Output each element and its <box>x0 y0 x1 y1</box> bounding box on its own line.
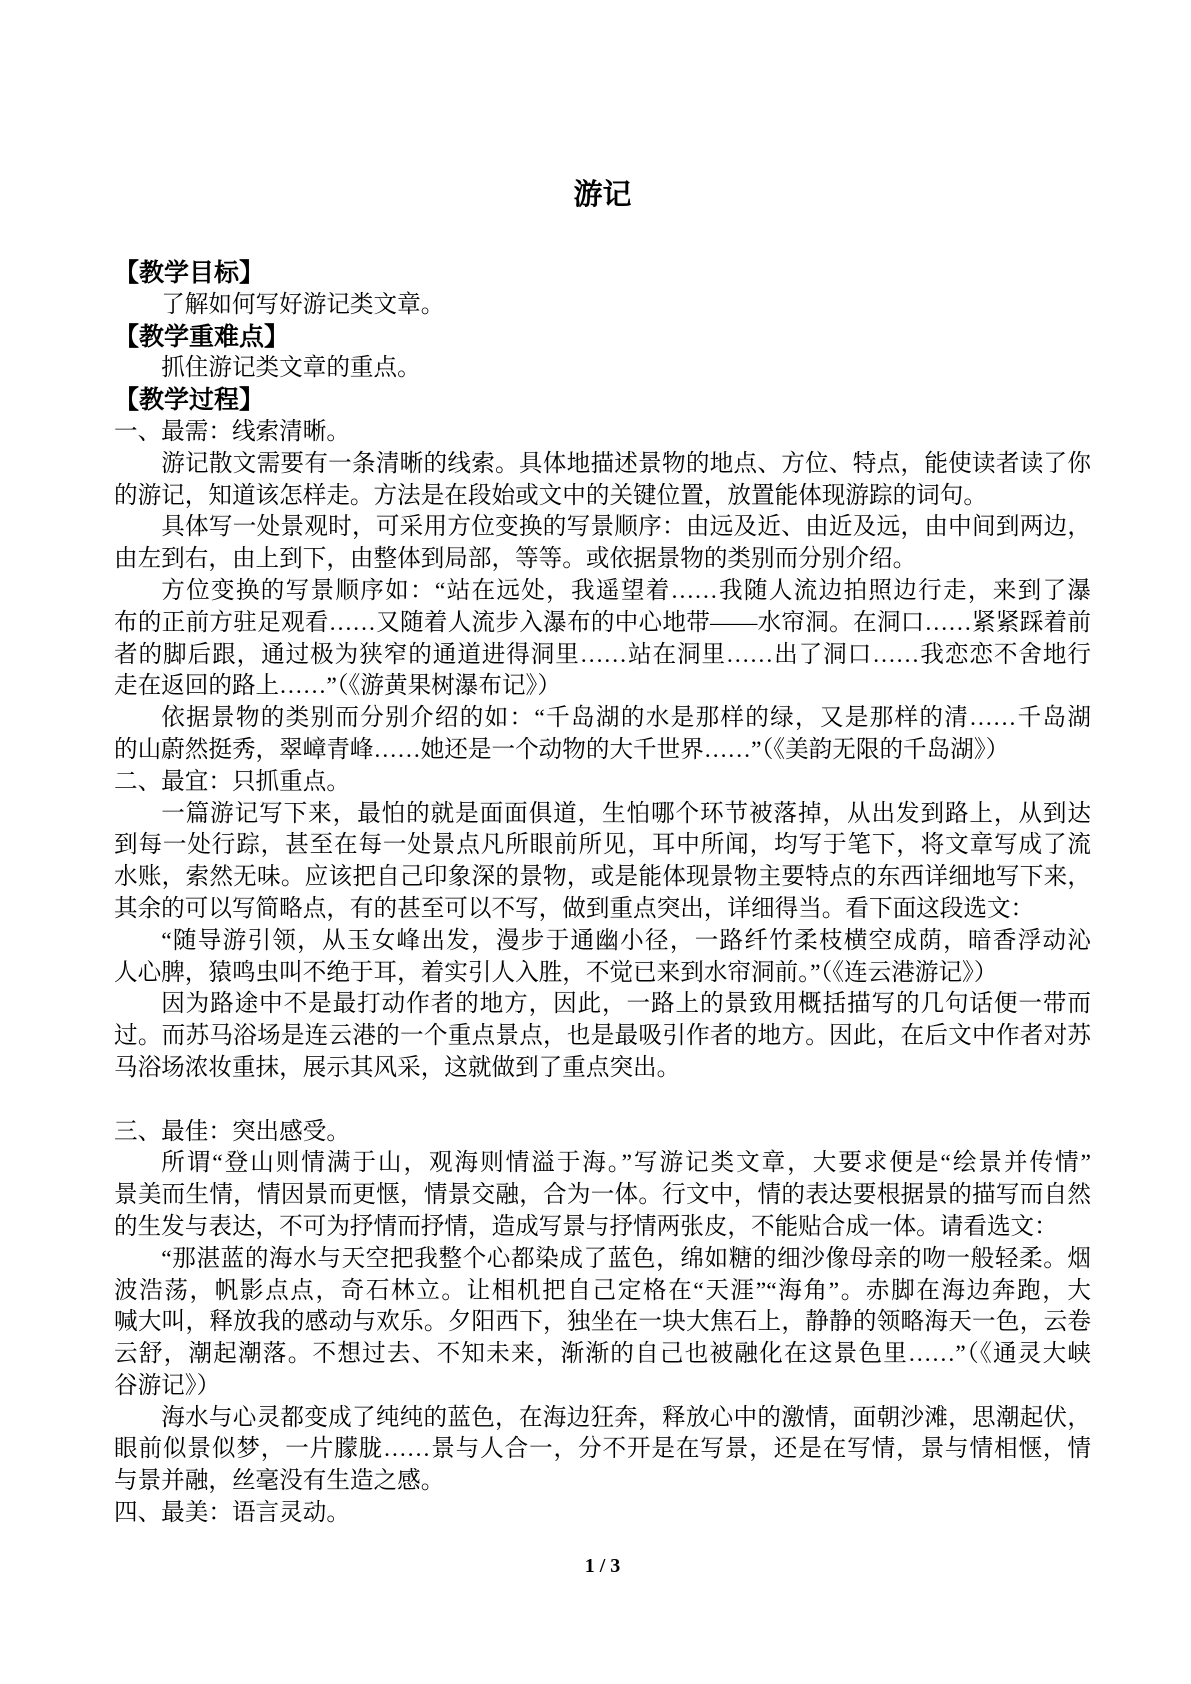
text-line: 走在返回的路上……”（《游黄果树瀑布记》） <box>114 673 561 700</box>
text-line: 眼前似景似梦，一片朦胧……景与人合一，分不开是在写景，还是在写情，景与情相惬，情 <box>114 1436 1091 1463</box>
text-line: 依据景物的类别而分别介绍的如：“千岛湖的水是那样的绿，又是那样的清……千岛湖 <box>161 705 1091 732</box>
process-section-1 <box>114 417 1091 767</box>
objectives-heading: 【教学目标】 <box>114 260 265 287</box>
paragraph <box>114 449 1091 513</box>
objectives-text: 了解如何写好游记类文章。 <box>161 291 445 318</box>
text-line: 谷游记》） <box>114 1372 221 1399</box>
section-heading: 四、最美：语言灵动。 <box>114 1500 350 1527</box>
text-line: 所谓“登山则情满于山，观海则情溢于海。”写游记类文章，大要求便是“绘景并传情” <box>161 1150 1091 1177</box>
paragraph <box>114 512 1091 576</box>
document-body <box>114 258 1091 1530</box>
text-line: 过。而苏马浴场是连云港的一个重点景点，也是最吸引作者的地方。因此，在后文中作者对苏 <box>114 1023 1091 1050</box>
paragraph <box>114 703 1091 767</box>
document-title: 游记 <box>573 179 632 211</box>
text-line: “随导游引领，从玉女峰出发，漫步于通幽小径，一路纤竹柔枝横空成荫，暗香浮动沁 <box>161 927 1091 954</box>
paragraph <box>114 576 1091 703</box>
text-line: 与景并融，丝毫没有生造之感。 <box>114 1468 445 1495</box>
paragraph <box>114 989 1091 1084</box>
process-heading: 【教学过程】 <box>114 387 265 415</box>
key-points-heading: 【教学重难点】 <box>114 323 290 351</box>
text-line: 云舒，潮起潮落。不想过去、不知未来，渐渐的自己也被融化在这景色里……”（《通灵大峡 <box>114 1341 1091 1368</box>
text-line: 因为路途中不是最打动作者的地方，因此，一路上的景致用概括描写的几句话便一带而 <box>161 991 1091 1018</box>
paragraph <box>114 1403 1091 1498</box>
text-line: 布的正前方驻足观看……又随着人流步入瀑布的中心地带——水帘洞。在洞口……紧紧踩着前 <box>114 609 1091 636</box>
paragraph-spacer <box>114 1085 1091 1117</box>
text-line: 景美而生情，情因景而更惬，情景交融，合为一体。行文中，情的表达要根据景的描写而自然 <box>114 1182 1091 1209</box>
text-line: 具体写一处景观时，可采用方位变换的写景顺序：由远及近、由近及远，由中间到两边， <box>161 514 1091 541</box>
text-line: 其余的可以写简略点，有的甚至可以不写，做到重点突出，详细得当。看下面这段选文： <box>114 895 1035 922</box>
page-number: 1 / 3 <box>584 1555 621 1577</box>
text-line: 到每一处行踪，甚至在每一处景点凡所眼前所见，耳中所闻，均写于笔下，将文章写成了流 <box>114 832 1091 859</box>
paragraph <box>114 1244 1091 1403</box>
text-line: 波浩荡，帆影点点，奇石林立。让相机把自己定格在“天涯”“海角”。赤脚在海边奔跑，大 <box>114 1277 1091 1304</box>
section-heading: 一、最需：线索清晰。 <box>114 418 350 445</box>
text-line: 马浴场浓妆重抹，展示其风采，这就做到了重点突出。 <box>114 1054 681 1081</box>
process-section-4 <box>114 1498 1091 1530</box>
text-line: 方位变换的写景顺序如：“站在远处，我遥望着……我随人流边拍照边行走，来到了瀑 <box>161 577 1091 604</box>
process-section-2 <box>114 767 1091 1085</box>
text-line: 喊大叫，释放我的感动与欢乐。夕阳西下，独坐在一块大焦石上，静静的领略海天一色，云卷 <box>114 1309 1091 1336</box>
key-points-text: 抓住游记类文章的重点。 <box>161 355 421 382</box>
text-line: 一篇游记写下来，最怕的就是面面俱道，生怕哪个环节被落掉，从出发到路上，从到达 <box>161 800 1091 827</box>
paragraph <box>114 1148 1091 1243</box>
text-line: “那湛蓝的海水与天空把我整个心都染成了蓝色，绵如糖的细沙像母亲的吻一般轻柔。烟 <box>161 1245 1091 1272</box>
paragraph <box>114 799 1091 926</box>
text-line: 的生发与表达，不可为抒情而抒情，造成写景与抒情两张皮，不能贴合成一体。请看选文： <box>114 1213 1058 1240</box>
text-line: 者的脚后跟，通过极为狭窄的通道进得洞里……站在洞里……出了洞口……我恋恋不舍地行 <box>114 641 1091 668</box>
text-line: 由左到右，由上到下，由整体到局部，等等。或依据景物的类别而分别介绍。 <box>114 546 917 573</box>
process-section-3 <box>114 1117 1091 1499</box>
text-line: 水账，索然无味。应该把自己印象深的景物，或是能体现景物主要特点的东西详细地写下来， <box>114 864 1091 891</box>
text-line: 海水与心灵都变成了纯纯的蓝色，在海边狂奔，释放心中的激情，面朝沙滩，思潮起伏， <box>161 1404 1091 1431</box>
text-line: 人心脾，猿鸣虫叫不绝于耳，着实引人入胜，不觉已来到水帘洞前。”（《连云港游记》） <box>114 959 998 986</box>
section-heading: 三、最佳：突出感受。 <box>114 1118 350 1145</box>
section-heading: 二、最宜：只抓重点。 <box>114 768 350 795</box>
text-line: 游记散文需要有一条清晰的线索。具体地描述景物的地点、方位、特点，能使读者读了你 <box>161 450 1091 477</box>
paragraph <box>114 926 1091 990</box>
text-line: 的游记，知道该怎样走。方法是在段始或文中的关键位置，放置能体现游踪的词句。 <box>114 482 987 509</box>
text-line: 的山蔚然挺秀，翠嶂青峰……她还是一个动物的大千世界……”（《美韵无限的千岛湖》） <box>114 736 1010 763</box>
